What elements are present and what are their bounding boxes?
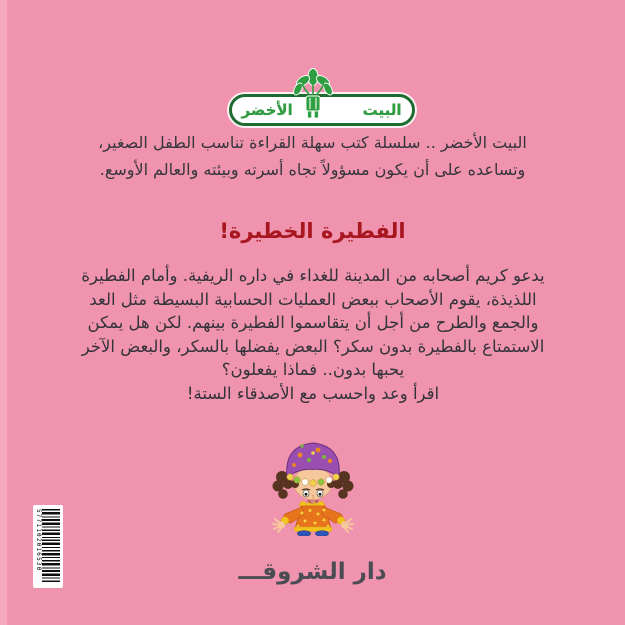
synopsis-line: الاستمتاع بالفطيرة بدون سكر؟ البعض يفضلها بالسكر، والبعض الآخر xyxy=(81,336,545,356)
synopsis-line: اقرأ وعد واحسب مع الأصدقاء الستة! xyxy=(186,383,440,403)
book-title: الفطيرة الخطيرة! xyxy=(219,219,406,243)
series-intro-text xyxy=(40,129,585,183)
synopsis-line: يدعو كريم أصحابه من المدينة للغداء في داره الريفية. وأمام الفطيرة xyxy=(81,266,545,285)
series-intro-line: البيت الأخضر .. سلسلة كتب سهلة القراءة تناسب الطفل الصغير، xyxy=(98,133,527,152)
series-logo-text-left: الأخضر xyxy=(241,100,293,119)
publisher-logo-text: دار الشروقـــ xyxy=(238,559,387,585)
series-intro-line: وتساعده على أن يكون مسؤولاً تجاه أسرته وبيئته والعالم الأوسع. xyxy=(99,160,526,179)
series-logo-text-right: البيت xyxy=(362,100,402,119)
sprouting-plant-icon xyxy=(290,68,336,120)
synopsis-line: يحبها بدون.. فماذا يفعلون؟ xyxy=(221,360,405,379)
girl-character-illustration xyxy=(271,432,355,536)
synopsis-line: اللذيذة، يقوم الأصحاب ببعض العمليات الحسابية البسيطة مثل العد xyxy=(89,289,537,309)
barcode-digits: 5771102016530 xyxy=(35,509,42,572)
series-logo xyxy=(0,68,625,126)
synopsis-line: والجمع والطرح من أجل أن يتقاسموا الفطيرة بينهم. لكن هل يمكن xyxy=(87,313,539,332)
book-synopsis xyxy=(38,264,588,405)
